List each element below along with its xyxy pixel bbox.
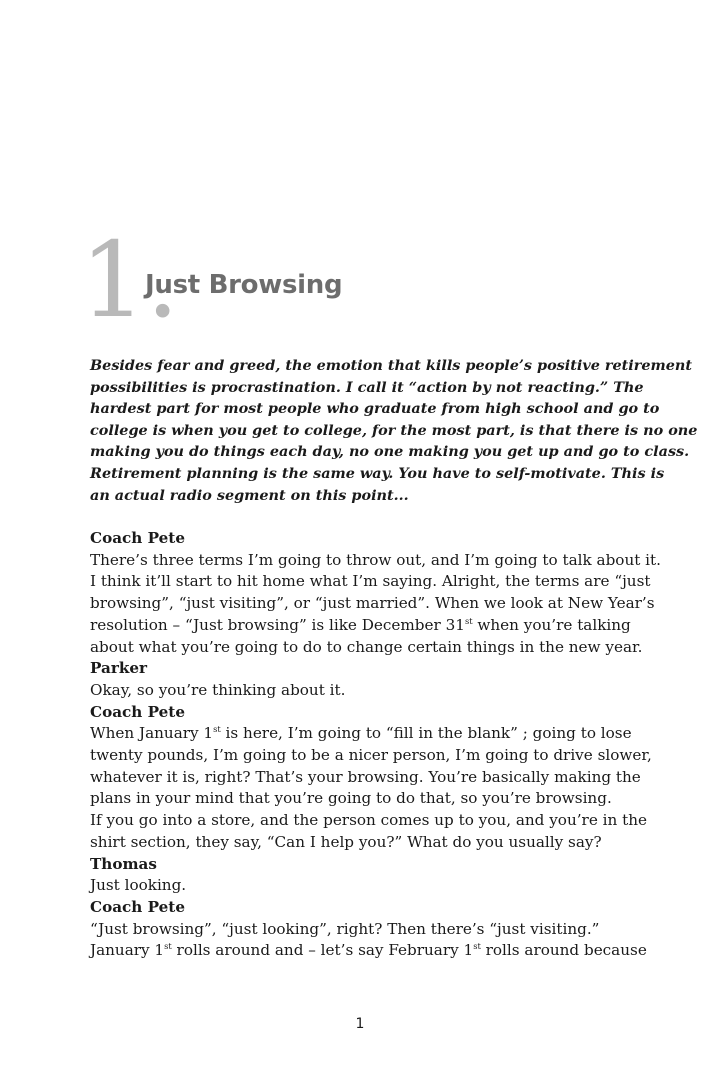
dialogue-line: browsing”, “just visiting”, or “just married”. When we look at New Year’s	[90, 594, 655, 613]
ordinal-suffix: st	[164, 941, 172, 952]
speaker-name: Coach Pete	[90, 897, 185, 916]
speaker-name: Parker	[90, 659, 148, 678]
dialogue-line: whatever it is, right? That’s your browsing. You’re basically making the	[90, 767, 641, 786]
intro-line: Retirement planning is the same way. You have to self-motivate. This is	[90, 464, 665, 482]
intro-line: Besides fear and greed, the emotion that kills people’s positive retirement	[90, 357, 692, 374]
dialogue-text: January 1	[90, 941, 165, 960]
intro-line: college is when you get to college, for the most part, is that there is no one	[90, 421, 698, 439]
dialogue-text: resolution – “Just browsing” is like December 31	[90, 615, 465, 634]
speaker-name: Coach Pete	[90, 529, 185, 547]
dialogue-line	[90, 615, 650, 637]
dialogue-line	[90, 723, 650, 745]
dialogue-text: rolls around because	[480, 941, 647, 960]
ordinal-suffix: st	[464, 615, 473, 626]
dialogue-line: Just looking.	[90, 876, 187, 895]
intro-line: possibilities is procrastination. I call it “action by not reacting.” The	[90, 378, 644, 396]
chapter-number: 1.	[80, 219, 180, 341]
ordinal-suffix: st	[213, 724, 221, 735]
dialogue-line: shirt section, they say, “Can I help you?” What do you usually say?	[90, 832, 602, 851]
dialogue-text: rolls around and – let’s say February 1	[171, 941, 474, 960]
dialogue-line: Okay, so you’re thinking about it.	[90, 680, 346, 699]
speaker-name: Thomas	[90, 854, 157, 873]
chapter-title: Just Browsing	[145, 270, 343, 300]
dialogue-line: I think it’ll start to hit home what I’m saying. Alright, the terms are “just	[90, 572, 651, 591]
intro-line: an actual radio segment on this point...	[90, 486, 409, 504]
dialogue-line: There’s three terms I’m going to throw out, and I’m going to talk about it.	[90, 550, 661, 569]
dialogue-line: If you go into a store, and the person comes up to you, and you’re in the	[90, 811, 647, 830]
dialogue-line	[90, 940, 650, 962]
page-number: 1	[355, 1016, 365, 1032]
ordinal-suffix: st	[473, 941, 481, 952]
dialogue-line: plans in your mind that you’re going to do that, so you’re browsing.	[90, 789, 612, 808]
speaker-name: Coach Pete	[90, 702, 185, 721]
dialogue-text: When January 1	[90, 724, 214, 743]
dialogue-text: is here, I’m going to “fill in the blank” ; going to lose	[220, 724, 632, 743]
dialogue-line: “Just browsing”, “just looking”, right? Then there’s “just visiting.”	[90, 919, 600, 938]
intro-line: making you do things each day, no one making you get up and go to class.	[90, 443, 690, 461]
dialogue-transcript	[90, 528, 661, 962]
chapter-intro	[90, 355, 698, 506]
intro-line: hardest part for most people who graduate from high school and go to	[90, 400, 660, 418]
dialogue-text: when you’re talking	[472, 615, 631, 634]
dialogue-line: about what you’re going to do to change certain things in the new year.	[90, 637, 643, 656]
dialogue-line: twenty pounds, I’m going to be a nicer person, I’m going to drive slower,	[90, 746, 652, 765]
